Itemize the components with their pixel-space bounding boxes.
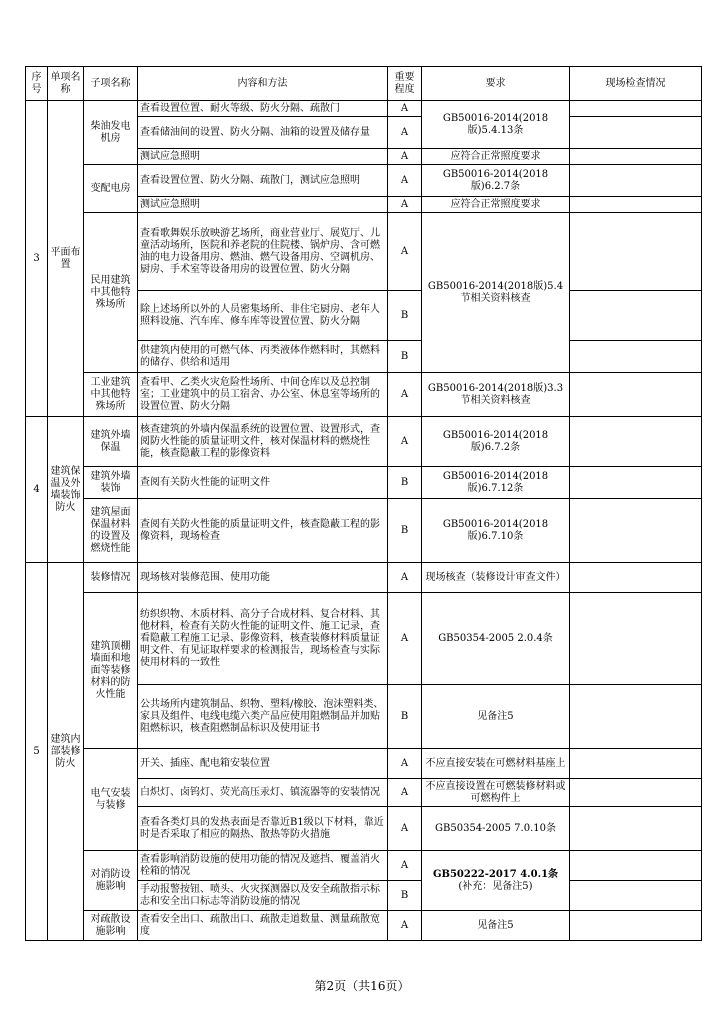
onsite-cell[interactable]	[570, 749, 702, 779]
level-cell: A	[388, 373, 422, 417]
level-cell: A	[388, 911, 422, 941]
table-row	[26, 563, 702, 593]
table-row	[26, 373, 702, 417]
content-cell: 查阅有关防火性能的质量证明文件，核查隐蔽工程的影像资料，现场检查	[138, 499, 388, 563]
sub-item: 电气安装与装修	[84, 749, 138, 851]
requirement-cell: 见备注5	[422, 685, 570, 749]
onsite-cell[interactable]	[570, 593, 702, 685]
requirement-code: GB50222-2017 4.0.1条	[432, 868, 559, 880]
page-footer: 第2页（共16页）	[314, 979, 410, 993]
header-sub: 子项名称	[84, 67, 138, 101]
onsite-cell[interactable]	[570, 101, 702, 117]
onsite-cell[interactable]	[570, 149, 702, 165]
content-cell: 白炽灯、卤钨灯、荧光高压汞灯、镇流器等的安装情况	[138, 779, 388, 807]
section-seq: 5	[26, 563, 48, 941]
requirement-note: (补充：见备注5)	[458, 880, 533, 892]
content-cell: 查看设置位置、耐火等级、防火分隔、疏散门	[138, 101, 388, 117]
content-cell: 查看储油间的设置、防火分隔、油箱的设置及储存量	[138, 117, 388, 149]
onsite-cell[interactable]	[570, 851, 702, 881]
content-cell: 查阅有关防火性能的证明文件	[138, 467, 388, 499]
level-cell: B	[388, 291, 422, 341]
header-level: 重要程度	[388, 67, 422, 101]
header-requirement: 要求	[422, 67, 570, 101]
table-row	[26, 213, 702, 291]
content-cell: 纺织织物、木质材料、高分子合成材料、复合材料、其他材料，检查有关防火性能的证明文件、施工记录，查看隐蔽工程施工记录、影像资料，核查装修材料质量证明文件、有见证取样要求的检测报告，现场检查与实际使用材料的一致性	[138, 593, 388, 685]
content-cell: 核查建筑的外墙内保温系统的设置位置、设置形式，查阅防火性能的质量证明文件，核对保温材料的燃烧性能，核查隐蔽工程的影像资料	[138, 417, 388, 467]
table-row	[26, 417, 702, 467]
level-cell: A	[388, 563, 422, 593]
content-cell: 查看甲、乙类火灾危险性场所、中间仓库以及总控制室；工业建筑中的员工宿舍、办公室、休息室等场所的设置位置、防火分隔	[138, 373, 388, 417]
section-seq: 3	[26, 101, 48, 417]
requirement-cell: GB50016-2014(2018版)6.7.12条	[422, 467, 570, 499]
content-cell: 公共场所内建筑制品、织物、塑料/橡胶、泡沫塑料类、家具及组件、电线电缆六类产品应使用阻燃制品并加贴阻燃标识，核查阻燃制品标识及使用证书	[138, 685, 388, 749]
content-cell: 查看安全出口、疏散出口、疏散走道数量、测量疏散宽度	[138, 911, 388, 941]
requirement-cell: GB50016-2014(2018版)5.4节相关资料核查	[422, 213, 570, 373]
onsite-cell[interactable]	[570, 197, 702, 213]
onsite-cell[interactable]	[570, 165, 702, 197]
level-cell: B	[388, 499, 422, 563]
sub-item: 建筑外墙保温	[84, 417, 138, 467]
sub-item: 建筑顶棚墙面和地面等装修材料的防火性能	[84, 593, 138, 749]
header-item: 单项名称	[48, 67, 84, 101]
content-cell: 测试应急照明	[138, 149, 388, 165]
level-cell: B	[388, 467, 422, 499]
level-cell: A	[388, 593, 422, 685]
level-cell: A	[388, 749, 422, 779]
section-name: 平面布置	[48, 101, 84, 417]
table-row	[26, 165, 702, 197]
requirement-cell: GB50016-2014(2018版)5.4.13条	[422, 101, 570, 149]
content-cell: 测试应急照明	[138, 197, 388, 213]
level-cell: A	[388, 165, 422, 197]
level-cell: A	[388, 101, 422, 117]
content-cell: 开关、插座、配电箱安装位置	[138, 749, 388, 779]
requirement-cell: GB50354-2005 7.0.10条	[422, 807, 570, 851]
onsite-cell[interactable]	[570, 291, 702, 341]
level-cell: A	[388, 149, 422, 165]
onsite-cell[interactable]	[570, 417, 702, 467]
table-row	[26, 749, 702, 779]
level-cell: B	[388, 881, 422, 911]
level-cell: A	[388, 807, 422, 851]
content-cell: 供建筑内使用的可燃气体、丙类液体作燃料时，其燃料的储存、供给和适用	[138, 341, 388, 373]
content-cell: 查看设置位置、防火分隔、疏散门，测试应急照明	[138, 165, 388, 197]
table-row	[26, 101, 702, 117]
onsite-cell[interactable]	[570, 341, 702, 373]
content-cell: 现场核对装修范围、使用功能	[138, 563, 388, 593]
sub-item: 工业建筑中其他特殊场所	[84, 373, 138, 417]
level-cell: B	[388, 341, 422, 373]
level-cell: A	[388, 779, 422, 807]
onsite-cell[interactable]	[570, 807, 702, 851]
sub-item: 柴油发电机房	[84, 101, 138, 165]
onsite-cell[interactable]	[570, 685, 702, 749]
onsite-cell[interactable]	[570, 881, 702, 911]
header-seq: 序号	[26, 67, 48, 101]
content-cell: 手动报警按钮、喷头、火灾探测器以及安全疏散指示标志和安全出口标志等消防设施的情况	[138, 881, 388, 911]
onsite-cell[interactable]	[570, 117, 702, 149]
sub-item: 变配电房	[84, 165, 138, 213]
requirement-cell: 应符合正常照度要求	[422, 149, 570, 165]
requirement-cell: 应符合正常照度要求	[422, 197, 570, 213]
requirement-cell: 现场核查（装修设计审查文件）	[422, 563, 570, 593]
section-seq: 4	[26, 417, 48, 563]
level-cell: A	[388, 417, 422, 467]
sub-item: 建筑屋面保温材料的设置及燃烧性能	[84, 499, 138, 563]
level-cell: A	[388, 213, 422, 291]
requirement-cell: GB50354-2005 2.0.4条	[422, 593, 570, 685]
table-row	[26, 499, 702, 563]
requirement-cell: GB50016-2014(2018版)3.3节相关资料核查	[422, 373, 570, 417]
header-content: 内容和方法	[138, 67, 388, 101]
table-row	[26, 467, 702, 499]
content-cell: 查看影响消防设施的使用功能的情况及遮挡、覆盖消火栓箱的情况	[138, 851, 388, 881]
requirement-cell	[422, 851, 570, 911]
onsite-cell[interactable]	[570, 467, 702, 499]
onsite-cell[interactable]	[570, 779, 702, 807]
sub-item: 对疏散设施影响	[84, 911, 138, 941]
sub-item: 民用建筑中其他特殊场所	[84, 213, 138, 373]
requirement-cell: GB50016-2014(2018版)6.2.7条	[422, 165, 570, 197]
inspection-table	[25, 66, 702, 941]
onsite-cell[interactable]	[570, 499, 702, 563]
section-name: 建筑内部装修防火	[48, 563, 84, 941]
content-cell: 查看歌舞娱乐放映游艺场所，商业营业厅、展览厅、儿童活动场所，医院和养老院的住院楼、锅炉房、含可燃油的电力设备用房、燃油、燃气设备用房、空调机房、厨房、手术室等设备用房的设置位置、防火分隔	[138, 213, 388, 291]
requirement-cell: 见备注5	[422, 911, 570, 941]
table-row	[26, 593, 702, 685]
requirement-cell: GB50016-2014(2018版)6.7.10条	[422, 499, 570, 563]
table-row	[26, 851, 702, 881]
section-name: 建筑保温及外墙装饰防火	[48, 417, 84, 563]
requirement-cell: 不应直接安装在可燃材料基座上	[422, 749, 570, 779]
content-cell: 查看各类灯具的发热表面是否靠近B1级以下材料，靠近时是否采取了相应的隔热、散热等防火措施	[138, 807, 388, 851]
onsite-cell[interactable]	[570, 911, 702, 941]
requirement-cell: GB50016-2014(2018版)6.7.2条	[422, 417, 570, 467]
onsite-cell[interactable]	[570, 213, 702, 291]
sub-item: 建筑外墙装饰	[84, 467, 138, 499]
level-cell: A	[388, 117, 422, 149]
level-cell: A	[388, 851, 422, 881]
table-row	[26, 911, 702, 941]
content-cell: 除上述场所以外的人员密集场所、非住宅厨房、老年人照料设施、汽车库、修车库等设置位置、防火分隔	[138, 291, 388, 341]
level-cell: A	[388, 197, 422, 213]
header-row	[26, 67, 702, 101]
requirement-cell: 不应直接设置在可燃装修材料或可燃构件上	[422, 779, 570, 807]
sub-item: 装修情况	[84, 563, 138, 593]
header-onsite: 现场检查情况	[570, 67, 702, 101]
level-cell: B	[388, 685, 422, 749]
onsite-cell[interactable]	[570, 563, 702, 593]
onsite-cell[interactable]	[570, 373, 702, 417]
sub-item: 对消防设施影响	[84, 851, 138, 911]
